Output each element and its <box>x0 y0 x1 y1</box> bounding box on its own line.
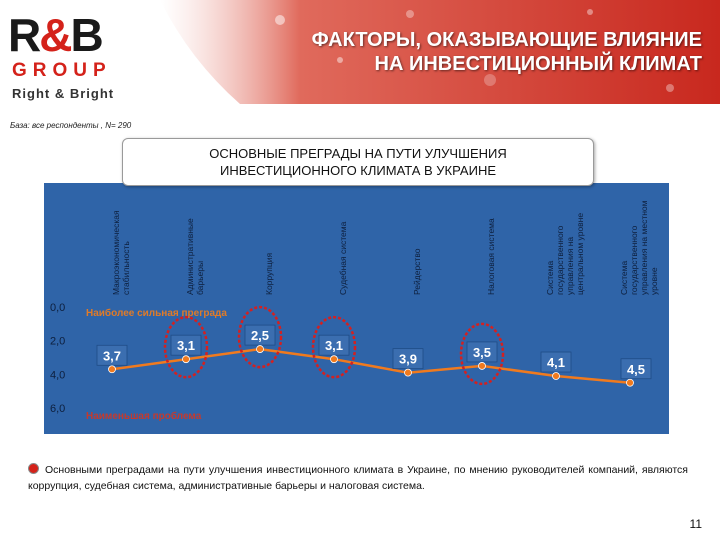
data-label: 3,1 <box>324 338 344 354</box>
data-point <box>183 356 190 363</box>
data-point <box>553 373 560 380</box>
x-category-label-line: Макроэкономическая <box>111 210 121 295</box>
header <box>0 0 720 112</box>
logo-group-text: GROUP <box>12 60 112 81</box>
x-category-label <box>264 252 274 295</box>
page-title: ФАКТОРЫ, ОКАЗЫВАЮЩИЕ ВЛИЯНИЕ НА ИНВЕСТИЦИОННЫЙ КЛИМАТ <box>311 29 702 75</box>
base-note: База: все респонденты , N= 290 <box>10 121 132 130</box>
y-tick-label: 0,0 <box>50 302 66 314</box>
x-category-label <box>412 248 422 295</box>
x-category-label-line: управления на местном <box>639 200 649 295</box>
y-tick-label: 6,0 <box>50 403 66 415</box>
x-category-label-line: Рейдерство <box>412 248 422 295</box>
data-point <box>479 362 486 369</box>
y-tick-label: 2,0 <box>50 335 66 348</box>
x-category-label-line: Административные <box>185 218 195 295</box>
data-point <box>109 366 116 373</box>
x-category-label-line: государственного <box>629 225 639 295</box>
x-category-label-line: Система <box>619 260 629 295</box>
line-chart <box>44 183 669 434</box>
data-point <box>627 379 634 386</box>
x-category-label-line: Система <box>545 260 555 295</box>
data-label: 3,7 <box>102 348 122 364</box>
bottom-annotation: Наименьшая проблема <box>86 411 202 422</box>
data-point <box>405 369 412 376</box>
page-number: 11 <box>689 517 702 531</box>
data-label: 4,1 <box>546 355 566 371</box>
logo-tagline: Right & Bright <box>12 86 115 101</box>
x-category-label-line: центральном уровне <box>575 212 585 295</box>
company-logo: R&B <box>8 9 102 61</box>
data-point <box>257 346 264 353</box>
x-category-label-line: Налоговая система <box>486 218 496 295</box>
data-label: 3,5 <box>472 344 492 360</box>
chart-title: ОСНОВНЫЕ ПРЕГРАДЫ НА ПУТИ УЛУЧШЕНИЯ ИНВЕСТИЦИОННОГО КЛИМАТА В УКРАИНЕ <box>122 138 594 186</box>
x-category-label-line: барьеры <box>195 260 205 295</box>
data-label: 3,1 <box>176 338 196 354</box>
conclusion-text: Основными преградами на пути улучшения инвестиционного климата в Украине, по мнению руководителей компаний, являются коррупция, судебная система, административные барьеры и налоговая система. <box>28 464 688 492</box>
y-tick-label: 4,0 <box>50 369 66 382</box>
chart-svg <box>44 183 669 434</box>
data-point <box>331 356 338 363</box>
x-category-label-line: государственного <box>555 225 565 295</box>
x-category-label-line: управления на <box>565 236 575 295</box>
x-category-label-line: Коррупция <box>264 252 274 295</box>
x-category-label-line: уровне <box>649 267 659 295</box>
top-annotation: Наиболее сильная преграда <box>86 308 227 319</box>
data-label: 2,5 <box>250 328 270 344</box>
data-label: 3,9 <box>398 351 418 367</box>
data-label: 4,5 <box>626 361 646 377</box>
x-category-label-line: стабильность <box>121 241 131 295</box>
x-category-label-line: Судебная система <box>338 221 348 295</box>
bullet-icon <box>28 463 39 474</box>
x-category-label <box>338 221 348 295</box>
x-category-label <box>486 218 496 295</box>
